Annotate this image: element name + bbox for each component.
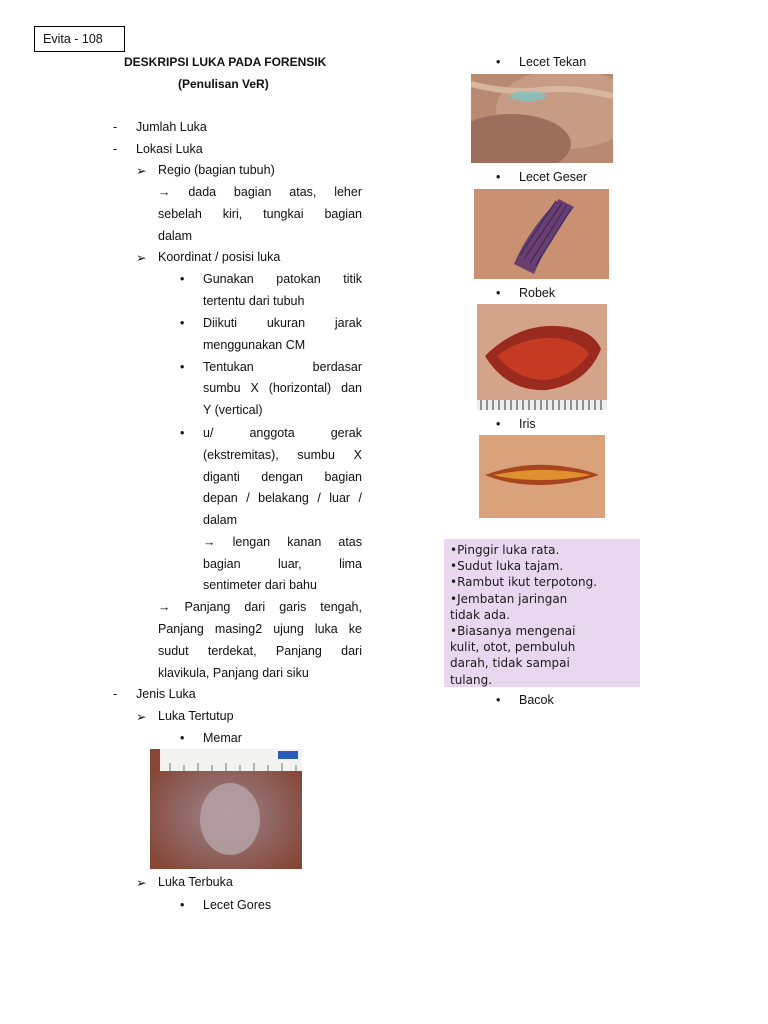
panjang-line: klavikula, Panjang dari siku [158, 666, 309, 680]
k4-example-line: bagian luar, lima [203, 557, 362, 571]
document-id: Evita - 108 [43, 32, 103, 46]
item-luka-tertutup: Luka Tertutup [158, 709, 234, 723]
document-subtitle: (Penulisan VeR) [178, 77, 269, 91]
arrow-bullet-icon: ➢ [136, 251, 147, 265]
iris-photo [479, 435, 605, 518]
note-line: tulang. [450, 672, 493, 687]
bullet-icon [496, 693, 500, 707]
bullet-icon [180, 272, 184, 286]
panjang-line: sudut terdekat, Panjang dari [158, 644, 362, 658]
lecet-tekan-photo [471, 74, 613, 163]
note-line: •Jembatan jaringan [450, 591, 568, 606]
note-line: •Pinggir luka rata. [450, 543, 560, 557]
item-robek: Robek [519, 286, 556, 300]
koordinat-point-line: u/ anggota gerak [203, 426, 362, 440]
bullet-icon [180, 731, 184, 745]
note-line: darah, tidak sampai [450, 656, 570, 671]
k4-example-line: → lengan kanan atas [203, 535, 362, 549]
bullet-icon [496, 170, 500, 184]
robek-photo [477, 304, 607, 410]
item-memar: Memar [203, 731, 242, 745]
arrow-bullet-icon: ➢ [136, 710, 147, 724]
item-lecet-tekan: Lecet Tekan [519, 55, 587, 69]
item-regio: Regio (bagian tubuh) [158, 163, 275, 177]
regio-desc-line: dalam [158, 229, 193, 243]
koordinat-point-line: sumbu X (horizontal) dan [203, 381, 362, 395]
k4-example-line: sentimeter dari bahu [203, 578, 317, 592]
dash-marker: - [113, 142, 118, 156]
koordinat-point-line: Tentukan berdasar [203, 360, 362, 374]
arrow-bullet-icon: ➢ [136, 164, 147, 178]
panjang-line: Panjang masing2 ujung luka ke [158, 622, 362, 636]
iris-characteristics-note [444, 539, 640, 687]
arrow-bullet-icon: ➢ [136, 876, 147, 890]
item-lecet-geser: Lecet Geser [519, 170, 588, 184]
koordinat-point-line: (ekstremitas), sumbu X [203, 448, 362, 462]
document-title: DESKRIPSI LUKA PADA FORENSIK [124, 55, 327, 69]
item-luka-terbuka: Luka Terbuka [158, 875, 233, 889]
koordinat-point-line: tertentu dari tubuh [203, 294, 305, 308]
panjang-line: → Panjang dari garis tengah, [158, 600, 362, 614]
bullet-icon [496, 55, 500, 69]
bullet-icon [180, 360, 184, 374]
dash-marker: - [113, 120, 118, 134]
item-iris: Iris [519, 417, 536, 431]
koordinat-point-line: depan / belakang / luar / [203, 491, 362, 505]
memar-photo [150, 749, 302, 869]
bullet-icon [180, 426, 184, 440]
koordinat-point-line: Diikuti ukuran jarak [203, 316, 362, 330]
item-lecet-gores: Lecet Gores [203, 898, 272, 912]
note-line: kulit, otot, pembuluh [450, 640, 576, 655]
item-lokasi-luka: Lokasi Luka [136, 142, 203, 156]
bullet-icon [180, 316, 184, 330]
note-line: •Biasanya mengenai [450, 624, 576, 639]
koordinat-point-line: Y (vertical) [203, 403, 263, 417]
item-bacok: Bacok [519, 693, 554, 707]
item-koordinat: Koordinat / posisi luka [158, 250, 281, 264]
item-jenis-luka: Jenis Luka [136, 687, 196, 701]
note-line: tidak ada. [450, 607, 510, 622]
bullet-icon [180, 898, 184, 912]
bullet-icon [496, 417, 500, 431]
regio-desc-line: sebelah kiri, tungkai bagian [158, 207, 362, 221]
lecet-geser-photo [474, 189, 609, 279]
koordinat-point-line: diganti dengan bagian [203, 470, 362, 484]
regio-desc-line: → dada bagian atas, leher [158, 185, 362, 199]
document-id-box [34, 26, 125, 52]
bullet-icon [496, 286, 500, 300]
note-line: •Rambut ikut terpotong. [450, 575, 598, 590]
koordinat-point-line: menggunakan CM [203, 338, 306, 352]
note-line: •Sudut luka tajam. [450, 559, 564, 574]
koordinat-point-line: dalam [203, 513, 238, 527]
item-jumlah-luka: Jumlah Luka [136, 120, 207, 134]
dash-marker: - [113, 687, 118, 701]
koordinat-point-line: Gunakan patokan titik [203, 272, 362, 286]
